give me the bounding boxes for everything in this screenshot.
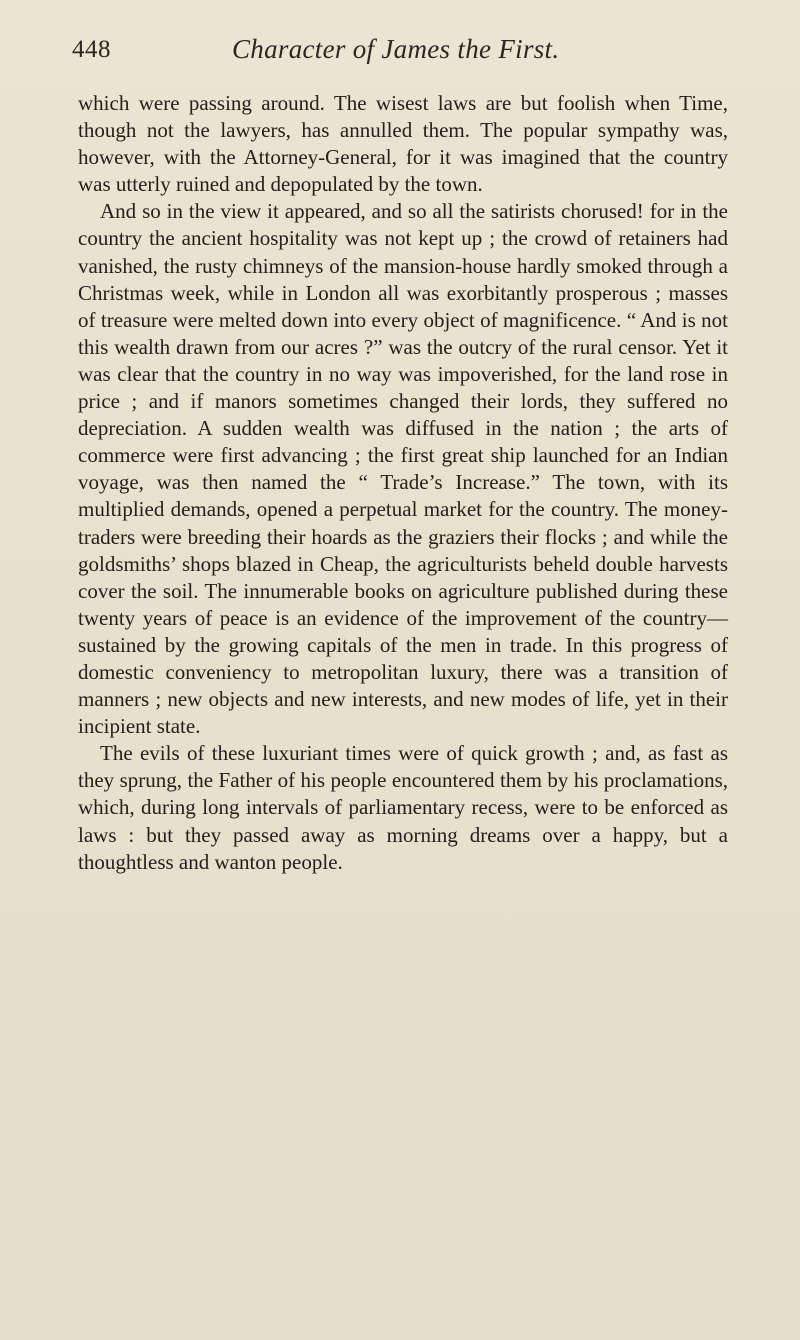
body-text [78, 90, 728, 876]
paragraph-1: which were passing around. The wisest laws are but foolish when Time, though not the lawyers, has annulled them. The popular sympathy was, however, with the Attorney-General, for it was imagined that the country was utterly ruined and depopulated by the town. [78, 91, 728, 197]
running-head: Character of James the First. [232, 34, 560, 64]
paragraph-2: And so in the view it appeared, and so all the satirists chorused! for in the country the ancient hospitality was not kept up ; the crowd of retainers had vanished, the rusty chimneys of the mansion-house hardly smoked through a Christmas week, while in London all was exorbitantly prosperous ; masses of treasure were melted down into every object of magnificence. “ And is not this wealth drawn from our acres ?” was the outcry of the rural censor. Yet it was clear that the country in no way was impoverished, for the land rose in price ; and if manors sometimes changed their lords, they suffered no depreciation. A sudden wealth was diffused in the nation ; the arts of commerce were first advancing ; the first great ship launched for an Indian voyage, was then named the “ Trade’s Increase.” The town, with its multiplied demands, opened a perpetual market for the country. The money-traders were breeding their hoards as the graziers their flocks ; and while the goldsmiths’ shops blazed in Cheap, the agriculturists beheld double harvests cover the soil. The innumerable books on agriculture published during these twenty years of peace is an evidence of the improvement of the country—sustained by the growing capitals of the men in trade. In this progress of domestic conveniency to metropolitan luxury, there was a transition of manners ; new objects and new interests, and new modes of life, yet in their incipient state. [78, 199, 728, 739]
paragraph-3: The evils of these luxuriant times were of quick growth ; and, as fast as they sprung, the Father of his people encountered them by his proclamations, which, during long intervals of parliamentary recess, were to be enforced as laws : but they passed away as morning dreams over a happy, but a thoughtless and wanton people. [78, 741, 728, 874]
page-header [72, 32, 732, 72]
page-number: 448 [72, 36, 111, 63]
